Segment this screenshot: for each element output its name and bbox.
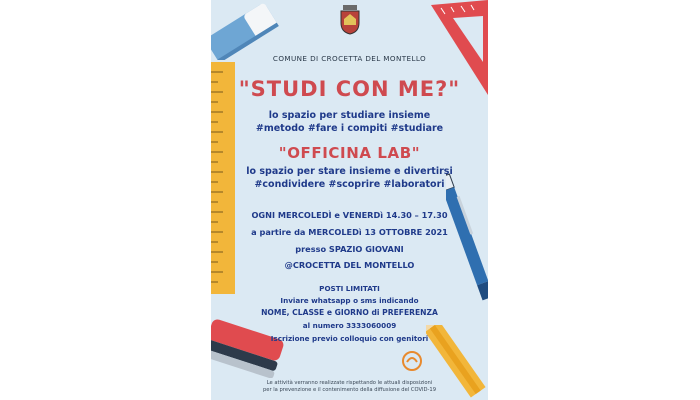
location-text: presso SPAZIO GIOVANI	[295, 244, 404, 254]
footer-note-line1: Le attività verranno realizzate rispettando le attuali disposizioni	[266, 380, 433, 386]
subtitle-lab-line: lo spazio per stare insieme e divertirsi	[246, 166, 453, 177]
enrollment-note-text: Iscrizione previo colloquio con genitori	[270, 334, 429, 343]
subtitle-study-hashtags: #metodo #fare i compiti #studiare	[255, 123, 444, 134]
comune-name: COMUNE DI CROCETTA DEL MONTELLO	[272, 54, 427, 63]
subtitle-lab-hashtags: #condividere #scoprire #laboratori	[254, 179, 445, 190]
coat-of-arms-icon	[338, 5, 362, 35]
eraser-icon	[211, 0, 281, 60]
start-date-text: a partire da MERCOLEDì 13 OTTOBRE 2021	[251, 227, 448, 237]
title-studi-con-me: "STUDI CON ME?"	[238, 77, 461, 101]
subtitle-study-line: lo spazio per studiare insieme	[268, 110, 431, 121]
town-text: @CROCETTA DEL MONTELLO	[284, 260, 415, 270]
send-message-text: Inviare whatsapp o sms indicando	[280, 296, 419, 305]
poster	[211, 0, 488, 400]
required-info-text: NOME, CLASSE e GIORNO di PREFERENZA	[261, 308, 438, 317]
organization-logo-icon	[401, 350, 425, 372]
phone-number-text: al numero 3333060009	[302, 321, 397, 330]
schedule-text: OGNI MERCOLEDÌ e VENERDì 14.30 – 17.30	[251, 210, 448, 220]
footer-note-line2: per la prevenzione e il contenimento della diffusione del COVID-19	[262, 387, 437, 393]
limited-places-text: POSTI LIMITATI	[319, 284, 380, 293]
title-officina-lab: "OFFICINA LAB"	[278, 144, 421, 162]
